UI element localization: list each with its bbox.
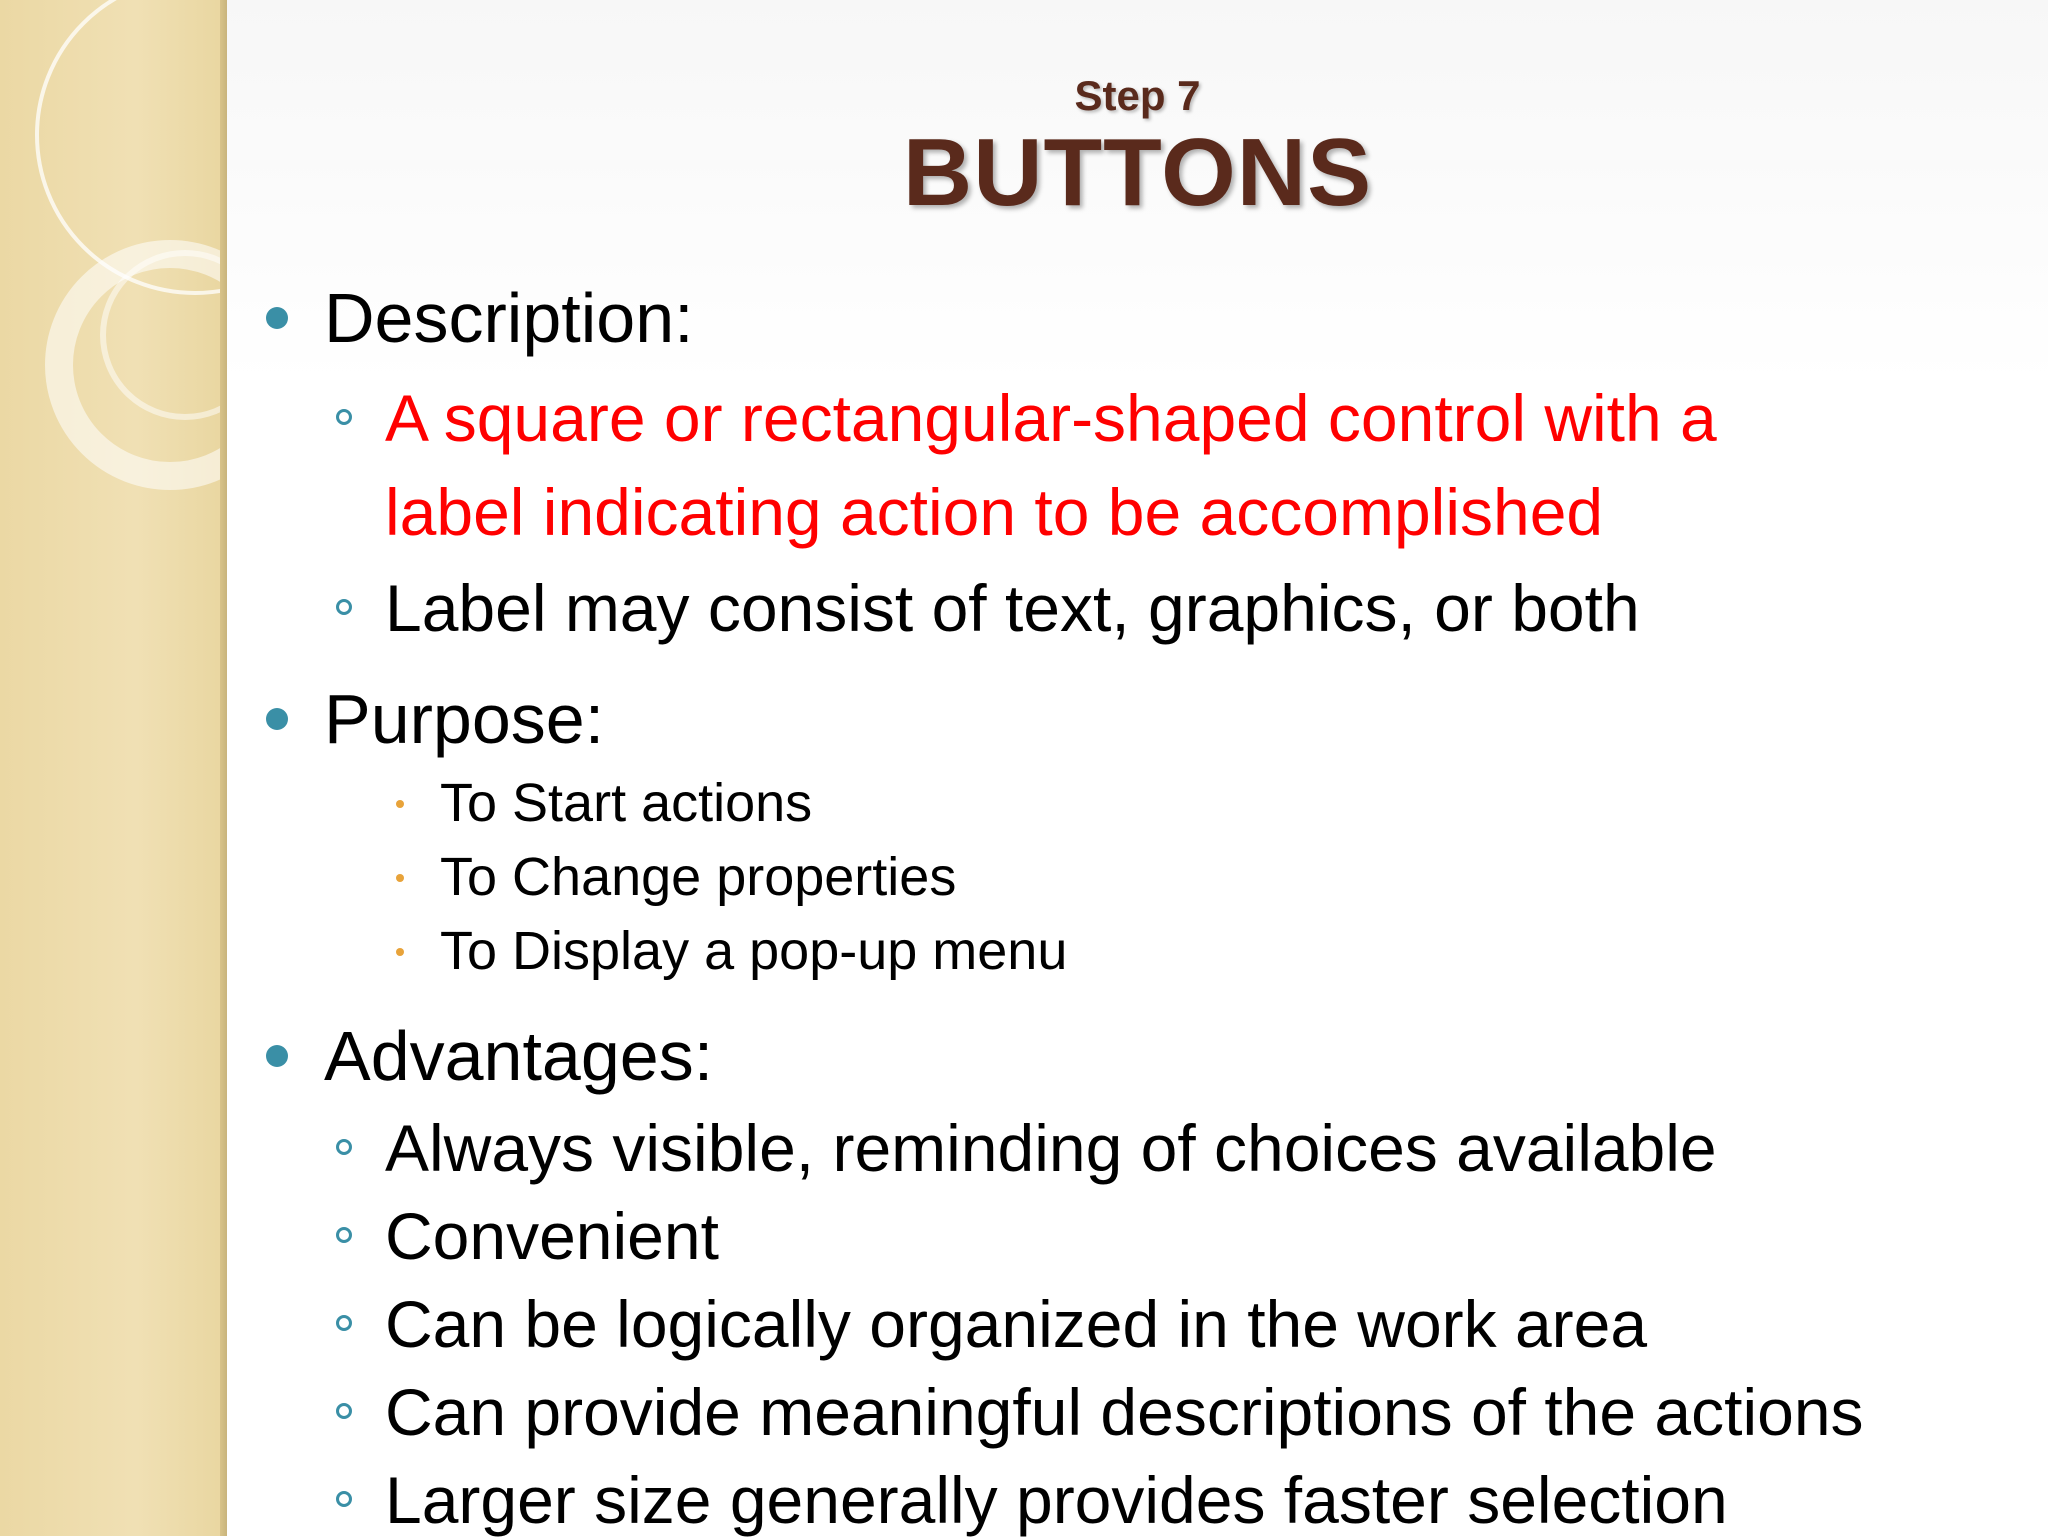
advantages-item: Larger size generally provides faster selection — [385, 1463, 1728, 1537]
description-item-line-2: label indicating action to be accomplished — [385, 475, 1604, 549]
advantages-item: Convenient — [385, 1199, 719, 1273]
sub-bullet-icon — [336, 1491, 352, 1507]
section-heading-description: Description: — [324, 279, 694, 357]
sub-bullet-icon — [336, 1403, 352, 1419]
slide-title: BUTTONS — [902, 119, 1373, 226]
purpose-item: To Display a pop-up menu — [440, 921, 1068, 981]
purpose-item: To Start actions — [440, 773, 813, 833]
sub-bullet-icon — [336, 409, 352, 425]
sub-sub-bullet-icon — [396, 948, 404, 956]
step-label: Step 7 — [1074, 72, 1201, 119]
sub-bullet-icon — [336, 599, 352, 615]
advantages-item: Always visible, reminding of choices available — [385, 1111, 1717, 1185]
section-heading-purpose: Purpose: — [324, 680, 605, 758]
description-item-line-1: A square or rectangular-shaped control with a — [385, 381, 1717, 455]
bullet-icon — [266, 1045, 288, 1067]
description-item: Label may consist of text, graphics, or both — [385, 571, 1640, 645]
purpose-item: To Change properties — [440, 847, 957, 907]
sub-sub-bullet-icon — [396, 874, 404, 882]
sub-sub-bullet-icon — [396, 800, 404, 808]
sub-bullet-icon — [336, 1315, 352, 1331]
sub-bullet-icon — [336, 1139, 352, 1155]
bullet-icon — [266, 708, 288, 730]
advantages-item: Can provide meaningful descriptions of the actions — [385, 1375, 1864, 1449]
sub-bullet-icon — [336, 1227, 352, 1243]
bullet-icon — [266, 307, 288, 329]
section-heading-advantages: Advantages: — [324, 1017, 714, 1095]
advantages-item: Can be logically organized in the work area — [385, 1287, 1648, 1361]
